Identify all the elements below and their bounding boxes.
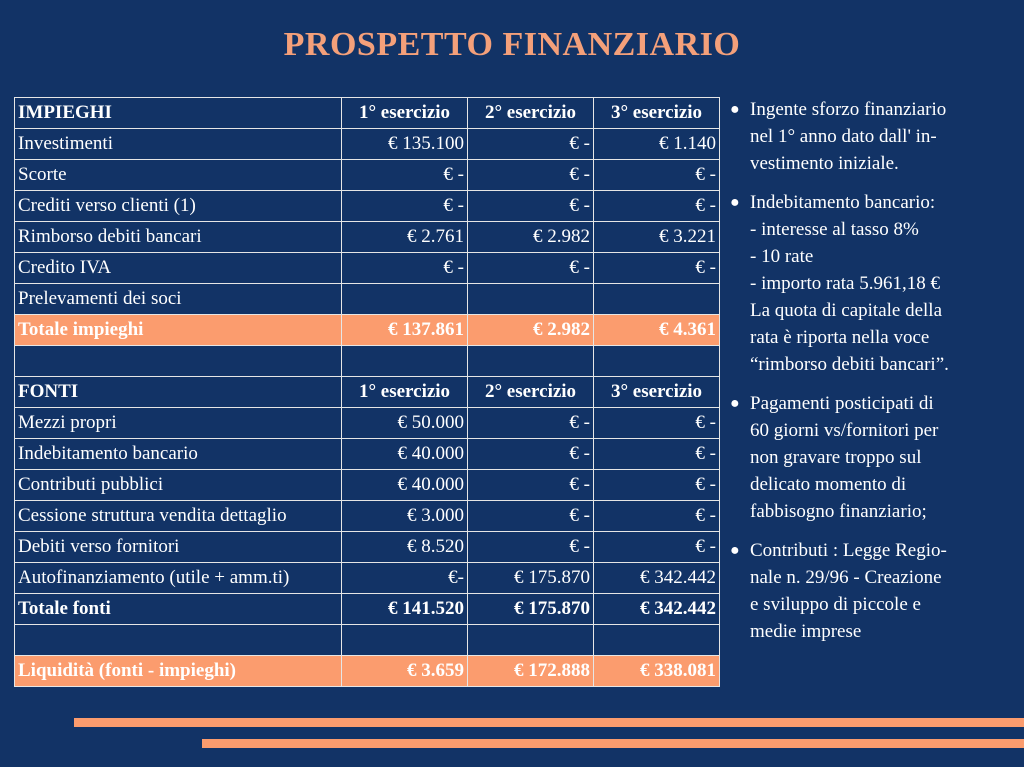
list-item xyxy=(728,390,1024,525)
table-row xyxy=(15,129,720,160)
total-fonti-row xyxy=(15,594,720,625)
row-label: Scorte xyxy=(15,160,342,191)
cell-value: € 50.000 xyxy=(342,408,468,439)
note-line: - interesse al tasso 8% xyxy=(750,219,919,240)
list-item xyxy=(728,537,1024,645)
note-line: delicato momento di xyxy=(750,474,907,495)
cell-value: € - xyxy=(468,408,594,439)
table-row xyxy=(15,501,720,532)
row-label: Prelevamenti dei soci xyxy=(15,284,342,315)
row-label: Indebitamento bancario xyxy=(15,439,342,470)
note-line: nale n. 29/96 - Creazione xyxy=(750,567,942,588)
cell-value: € 342.442 xyxy=(594,594,720,625)
note-line: vestimento iniziale. xyxy=(750,153,899,174)
table-row xyxy=(15,470,720,501)
list-item xyxy=(728,189,1024,378)
note-line: Ingente sforzo finanziario xyxy=(750,99,947,120)
row-label: Debiti verso fornitori xyxy=(15,532,342,563)
column-header: 1° esercizio xyxy=(342,377,468,408)
cell-value: € - xyxy=(468,501,594,532)
cell-value: € 2.982 xyxy=(468,222,594,253)
cell-value: € - xyxy=(342,160,468,191)
empty-cell xyxy=(468,625,594,656)
cell-value: € 2.761 xyxy=(342,222,468,253)
cell-value: € - xyxy=(594,501,720,532)
note-line: 60 giorni vs/fornitori per xyxy=(750,420,939,441)
row-label: Rimborso debiti bancari xyxy=(15,222,342,253)
empty-cell xyxy=(342,346,468,377)
cell-value: € - xyxy=(594,253,720,284)
cell-value: € 135.100 xyxy=(342,129,468,160)
table-row xyxy=(15,408,720,439)
bullet-icon: ● xyxy=(730,101,740,118)
cell-value: € 40.000 xyxy=(342,439,468,470)
table-row xyxy=(15,563,720,594)
cell-value: € - xyxy=(468,129,594,160)
empty-cell xyxy=(594,625,720,656)
cell-value: € - xyxy=(594,470,720,501)
table-row xyxy=(15,532,720,563)
cell-value: € 342.442 xyxy=(594,563,720,594)
row-label: Liquidità (fonti - impieghi) xyxy=(15,656,342,687)
cell-value: € - xyxy=(594,191,720,222)
cell-value: € 3.000 xyxy=(342,501,468,532)
page-title: PROSPETTO FINANZIARIO xyxy=(283,26,741,63)
empty-cell xyxy=(342,625,468,656)
table-row xyxy=(15,222,720,253)
row-label: Mezzi propri xyxy=(15,408,342,439)
cell-value: € 175.870 xyxy=(468,563,594,594)
cell-value: € 175.870 xyxy=(468,594,594,625)
column-header: 1° esercizio xyxy=(342,98,468,129)
cell-value: € - xyxy=(342,191,468,222)
column-header: 3° esercizio xyxy=(594,98,720,129)
cell-value: € 4.361 xyxy=(594,315,720,346)
row-label: Contributi pubblici xyxy=(15,470,342,501)
column-header: 3° esercizio xyxy=(594,377,720,408)
table-row xyxy=(15,439,720,470)
note-line: La quota di capitale della xyxy=(750,300,943,321)
note-line: - importo rata 5.961,18 € xyxy=(750,273,940,294)
spacer-row xyxy=(15,346,720,377)
cell-value: € - xyxy=(468,191,594,222)
table-row xyxy=(15,160,720,191)
cell-value: € - xyxy=(468,160,594,191)
fonti-heading: FONTI xyxy=(15,377,342,408)
financial-table xyxy=(14,97,720,687)
row-label: Totale impieghi xyxy=(15,315,342,346)
cell-value: € - xyxy=(594,160,720,191)
list-item xyxy=(728,96,1024,177)
note-line: Contributi : Legge Regio- xyxy=(750,540,947,561)
cell-value: € 3.659 xyxy=(342,656,468,687)
cell-value: € 40.000 xyxy=(342,470,468,501)
cell-value xyxy=(468,284,594,315)
note-line: medie imprese xyxy=(750,621,862,642)
row-label: Crediti verso clienti (1) xyxy=(15,191,342,222)
note-line: fabbisogno finanziario; xyxy=(750,501,927,522)
cell-value xyxy=(594,284,720,315)
cell-value: € 137.861 xyxy=(342,315,468,346)
empty-cell xyxy=(468,346,594,377)
note-line: Indebitamento bancario: xyxy=(750,192,936,213)
cell-value: € 3.221 xyxy=(594,222,720,253)
bullet-icon: ● xyxy=(730,542,740,559)
cell-value: € - xyxy=(468,253,594,284)
note-line: non gravare troppo sul xyxy=(750,447,922,468)
liquidita-row xyxy=(15,656,720,687)
notes-list xyxy=(728,96,1024,657)
cell-value: € - xyxy=(594,532,720,563)
cell-value: € - xyxy=(594,439,720,470)
cell-value: € 1.140 xyxy=(594,129,720,160)
spacer-row xyxy=(15,625,720,656)
table-row xyxy=(15,191,720,222)
cell-value: € - xyxy=(468,470,594,501)
row-label: Cessione struttura vendita dettaglio xyxy=(15,501,342,532)
cell-value: € 338.081 xyxy=(594,656,720,687)
cell-value: €- xyxy=(342,563,468,594)
bullet-icon: ● xyxy=(730,194,740,211)
total-impieghi-row xyxy=(15,315,720,346)
empty-cell xyxy=(15,625,342,656)
empty-cell xyxy=(15,346,342,377)
cell-value: € 2.982 xyxy=(468,315,594,346)
note-line: e sviluppo di piccole e xyxy=(750,594,921,615)
note-line: nel 1° anno dato dall' in- xyxy=(750,126,937,147)
cell-value: € - xyxy=(342,253,468,284)
fonti-header-row xyxy=(15,377,720,408)
note-line: rata è riporta nella voce xyxy=(750,327,930,348)
bullet-icon: ● xyxy=(730,395,740,412)
note-line: “rimborso debiti bancari”. xyxy=(750,354,949,375)
cell-value: € - xyxy=(468,439,594,470)
note-line: - 10 rate xyxy=(750,246,814,267)
cell-value xyxy=(342,284,468,315)
row-label: Investimenti xyxy=(15,129,342,160)
column-header: 2° esercizio xyxy=(468,98,594,129)
cell-value: € 141.520 xyxy=(342,594,468,625)
column-header: 2° esercizio xyxy=(468,377,594,408)
empty-cell xyxy=(594,346,720,377)
cell-value: € - xyxy=(468,532,594,563)
impieghi-heading: IMPIEGHI xyxy=(15,98,342,129)
row-label: Credito IVA xyxy=(15,253,342,284)
cell-value: € 8.520 xyxy=(342,532,468,563)
cell-value: € - xyxy=(594,408,720,439)
note-line: Pagamenti posticipati di xyxy=(750,393,934,414)
row-label: Totale fonti xyxy=(15,594,342,625)
row-label: Autofinanziamento (utile + amm.ti) xyxy=(15,563,342,594)
cell-value: € 172.888 xyxy=(468,656,594,687)
impieghi-header-row xyxy=(15,98,720,129)
decorative-bar xyxy=(202,739,1024,748)
table-row xyxy=(15,253,720,284)
decorative-bar xyxy=(74,718,1024,727)
table-row xyxy=(15,284,720,315)
